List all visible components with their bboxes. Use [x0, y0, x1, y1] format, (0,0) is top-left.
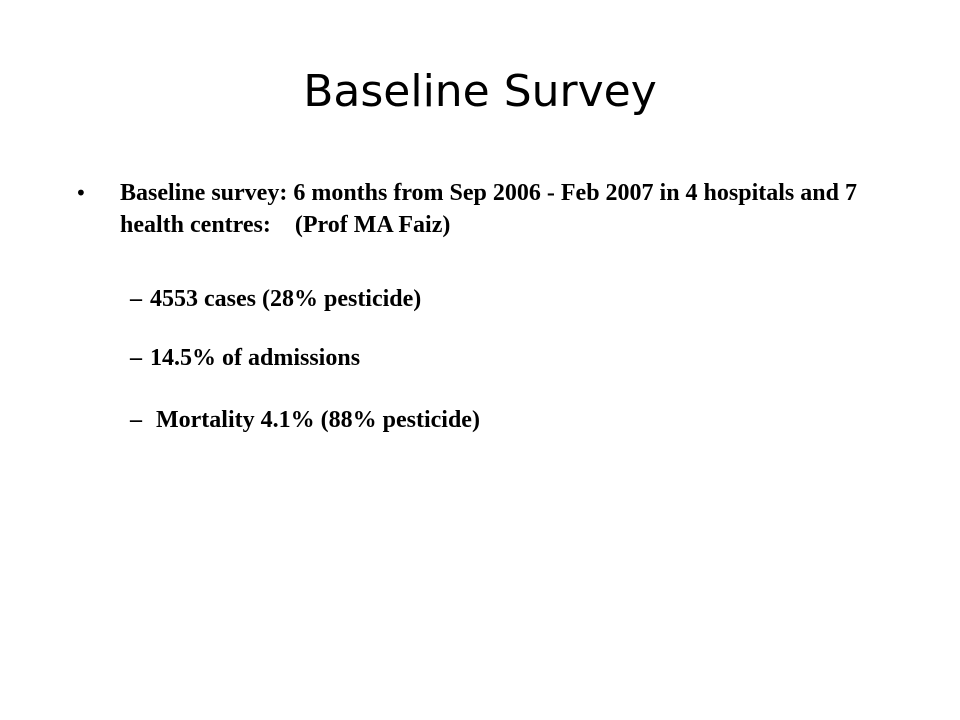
sub-bullet-text: Mortality 4.1% (88% pesticide) [144, 407, 480, 433]
sub-bullet-text: 4553 cases (28% pesticide) [144, 286, 422, 312]
sub-bullet-text: 14.5% of admissions [144, 345, 361, 371]
dash-icon: – [130, 407, 142, 433]
slide-title: Baseline Survey [303, 66, 657, 117]
dash-icon: – [130, 286, 142, 312]
dash-icon: – [130, 345, 142, 371]
bullet-icon: • [75, 181, 87, 205]
bullet-text: Baseline survey: 6 months from Sep 2006 - Feb 2007 in 4 hospitals and 7 health centres: (Prof MA Faiz) [120, 180, 863, 238]
